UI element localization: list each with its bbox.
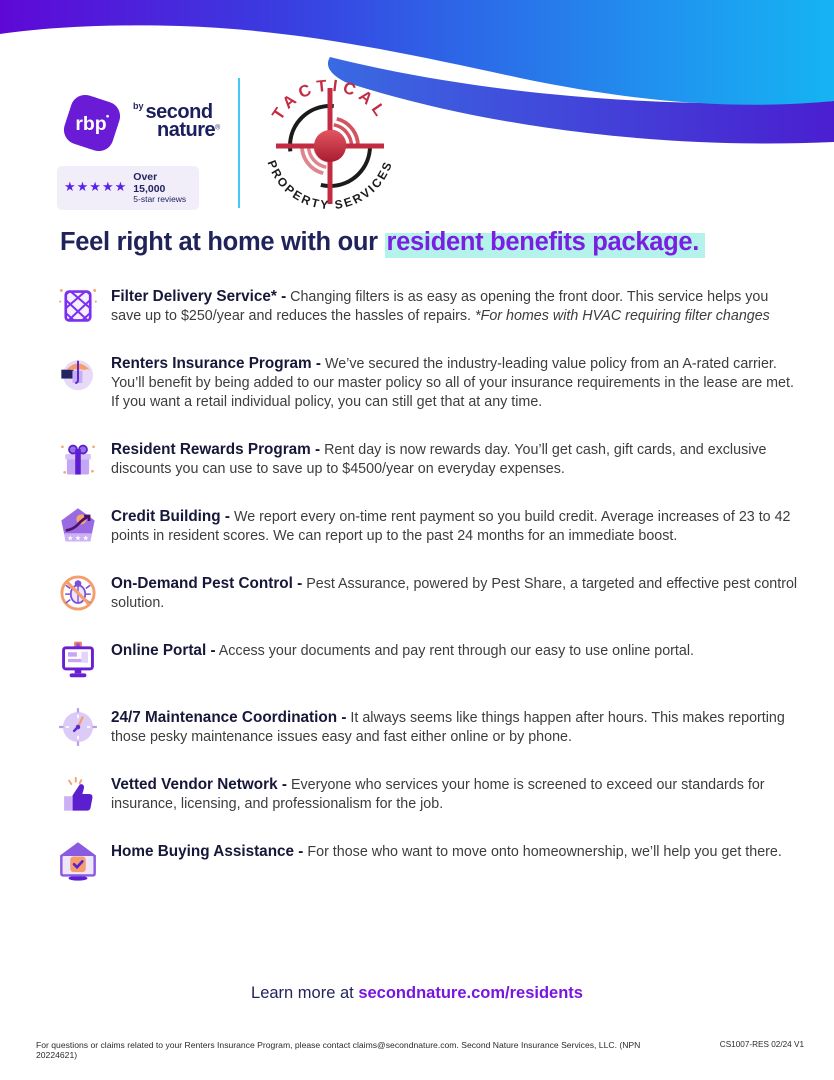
thumbs-up-icon: [58, 774, 98, 814]
second-nature-wordmark: [133, 102, 220, 140]
benefit-note: *For homes with HVAC requiring filter changes: [475, 308, 770, 324]
learn-more-line: [0, 984, 834, 1003]
benefit-description: For those who want to move onto homeownership, we’ll help you get there.: [307, 844, 782, 860]
gift-icon: [58, 439, 98, 479]
monitor-portal-icon: [58, 640, 98, 680]
page-title-highlight: resident benefits package.: [385, 228, 705, 258]
benefit-description: We’ve secured the industry-leading value policy from an A-rated carrier. You’ll benefit by being added to our master policy so all of your insurance requirements in the lease are met. If you want a retail individual policy, you can still get that at any time.: [111, 356, 794, 410]
benefit-title: Credit Building -: [111, 508, 230, 525]
learn-more-link[interactable]: secondnature.com/residents: [358, 984, 583, 1002]
five-stars-icon: ★★★★★: [64, 180, 128, 196]
benefit-description: It always seems like things happen after hours. This makes reporting those pesky maintenance issues easy and fast either online or by phone.: [111, 710, 785, 745]
no-pest-icon: [58, 573, 98, 613]
benefit-row: [58, 640, 800, 680]
benefit-title: Online Portal -: [111, 642, 216, 659]
reviews-label: 5-star reviews: [133, 194, 187, 205]
logo-divider: [238, 78, 240, 208]
benefit-row: [58, 353, 800, 412]
benefit-title: Vetted Vendor Network -: [111, 776, 287, 793]
svg-text:★: ★: [82, 533, 90, 543]
benefit-title: 24/7 Maintenance Coordination -: [111, 709, 347, 726]
benefit-row: [58, 707, 800, 747]
benefit-description: Pest Assurance, powered by Pest Share, a targeted and effective pest control solution.: [111, 576, 798, 611]
by-label: by: [133, 101, 144, 111]
filter-icon: [58, 286, 98, 326]
benefit-row: [58, 841, 800, 881]
header-logos: [57, 76, 406, 218]
benefit-description: Everyone who services your home is screened to exceed our standards for insurance, licensing, and professionalism for the job.: [111, 777, 765, 812]
benefit-title: Renters Insurance Program -: [111, 355, 321, 372]
house-check-icon: [58, 841, 98, 881]
clock-icon: [58, 707, 98, 747]
footer: [36, 1040, 804, 1060]
footer-doc-code: CS1007-RES 02/24 V1: [719, 1040, 804, 1049]
reviews-count: Over 15,000: [133, 171, 166, 196]
svg-text:★: ★: [74, 533, 82, 543]
benefit-row: [58, 774, 800, 814]
brand-word-second: second: [145, 101, 213, 123]
footer-legal-text: For questions or claims related to your Renters Insurance Program, please contact claims@secondnature.com. Second Nature Insurance Services, LLC. (NPN 20224621): [36, 1040, 641, 1060]
umbrella-insurance-icon: [58, 353, 98, 393]
credit-chart-icon: [58, 506, 98, 546]
svg-text:★: ★: [66, 533, 74, 543]
svg-text:rbp: rbp: [75, 112, 107, 135]
reviews-badge: [57, 166, 199, 210]
property-services-arc-text: PROPERTY SERVICES: [264, 158, 396, 213]
rbp-logo-block: [57, 88, 220, 210]
benefit-title: Filter Delivery Service* -: [111, 288, 287, 305]
registered-mark: ®: [215, 124, 221, 132]
tactical-arc-text: TACTICAL: [269, 76, 392, 124]
page-title-prefix: Feel right at home with our: [60, 228, 385, 256]
benefits-list: [58, 286, 800, 881]
benefit-description: We report every on-time rent payment so you build credit. Average increases of 23 to 42 points in resident scores. We can report up to the past 24 months for an immediate boost.: [111, 509, 791, 544]
rbp-logo-icon: [57, 88, 127, 158]
benefit-row: [58, 286, 800, 326]
tactical-property-services-logo: [254, 66, 406, 218]
benefit-description: Rent day is now rewards day. You’ll get cash, gift cards, and exclusive discounts you can use to save up to $4500/year on everyday expenses.: [111, 442, 767, 477]
benefit-title: Home Buying Assistance -: [111, 843, 304, 860]
benefit-row: [58, 439, 800, 479]
brand-word-nature: nature: [157, 119, 216, 141]
benefit-row: [58, 506, 800, 546]
page-title: [60, 228, 800, 257]
benefit-row: [58, 573, 800, 613]
benefit-description: Access your documents and pay rent through our easy to use online portal.: [218, 643, 694, 659]
benefit-title: On-Demand Pest Control -: [111, 575, 303, 592]
benefit-title: Resident Rewards Program -: [111, 441, 321, 458]
benefit-description: Changing filters is as easy as opening the front door. This service helps you save up to $250/year and reduces the hassles of repairs.: [111, 289, 769, 324]
learn-more-prefix: Learn more at: [251, 984, 359, 1002]
